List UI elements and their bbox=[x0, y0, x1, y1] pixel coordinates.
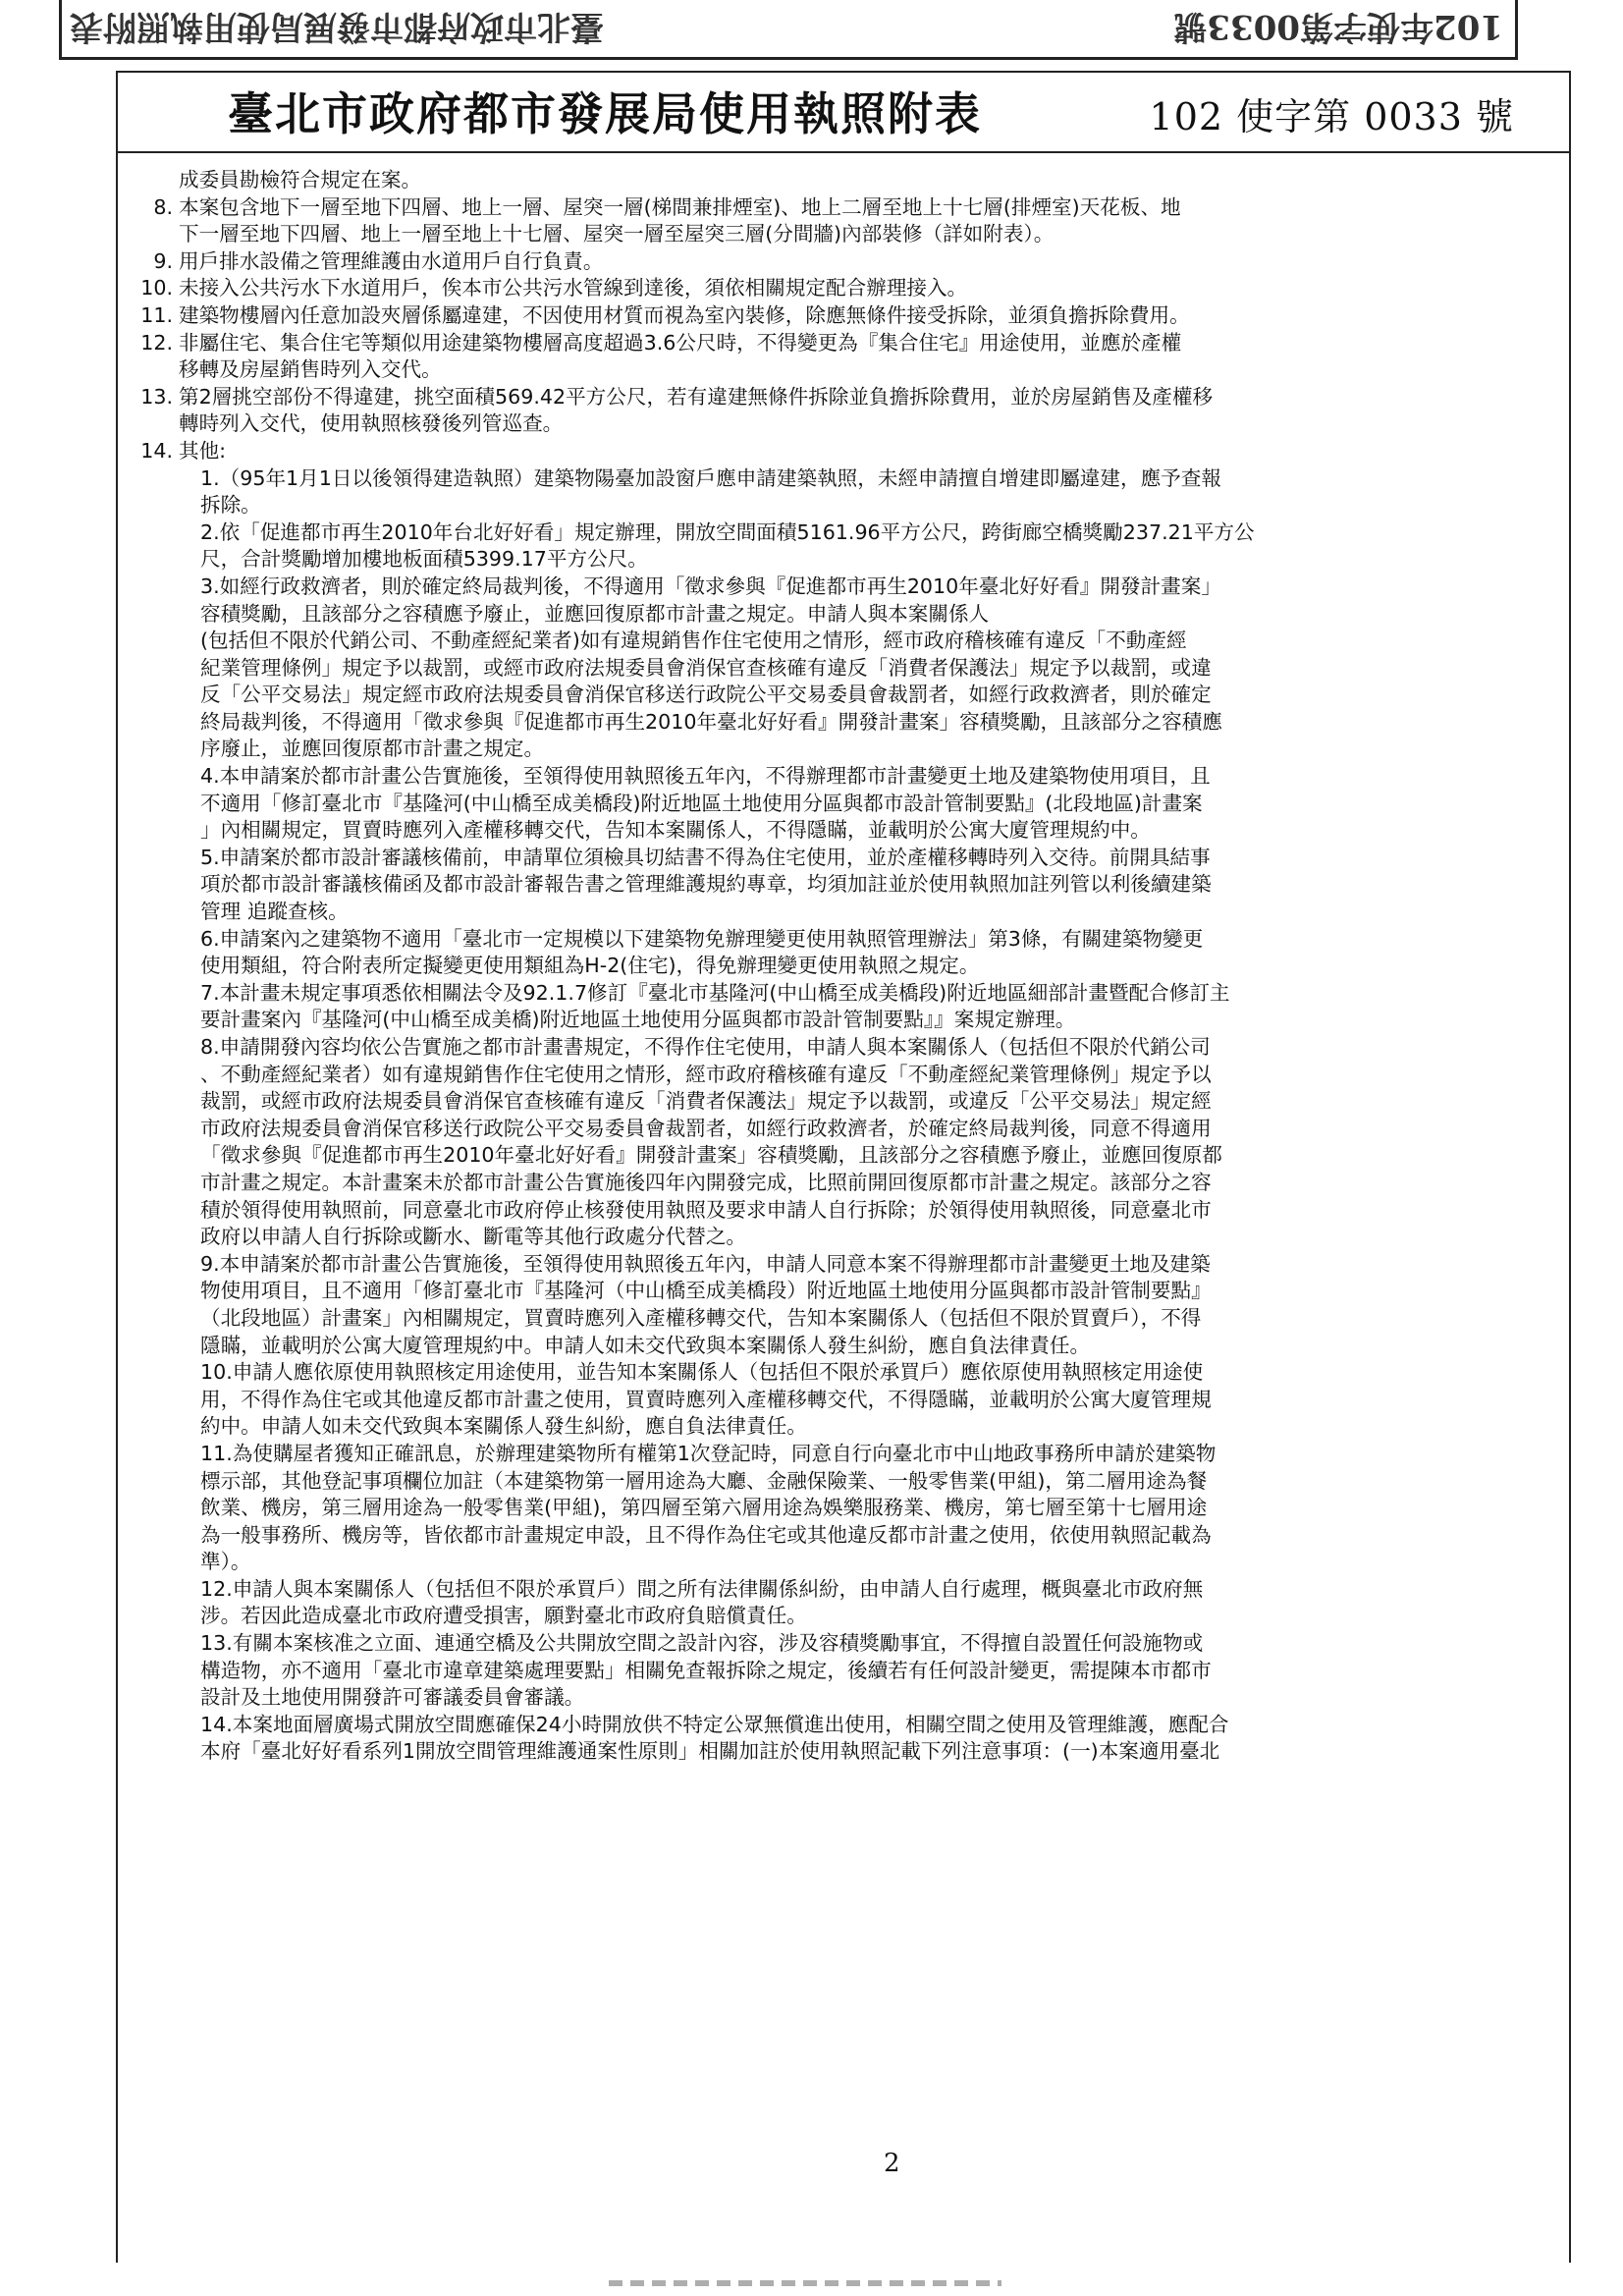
sub-item-line: 」內相關規定，買賣時應列入產權移轉交代，告知本案關係人，不得隱瞞，並載明於公寓大廈管理規約中。 bbox=[200, 818, 1151, 843]
sub-item-line: 「徵求參與『促進都市再生2010年臺北好好看』開發計畫案」容積獎勵，且該部分之容積應予廢止，並應回復原都 bbox=[200, 1143, 1222, 1168]
item-number: 12. bbox=[140, 330, 173, 355]
sub-item-line: 1.（95年1月1日以後領得建造執照）建築物陽臺加設窗戶應申請建築執照，未經申請擅自增建即屬違建，應予查報 bbox=[200, 465, 1221, 490]
sub-item-line: 拆除。 bbox=[200, 493, 261, 518]
sub-item-line: 構造物，亦不適用「臺北市違章建築處理要點」相關免查報拆除之規定，後續若有任何設計變更，需提陳本市都市 bbox=[200, 1658, 1212, 1682]
sub-item-line: 12.申請人與本案關係人（包括但不限於承買戶）間之所有法律關係糾紛，由申請人自行處理，概與臺北市政府無 bbox=[200, 1576, 1204, 1601]
sub-item-line: 裁罰，或經市政府法規委員會消保官查核確有違反「消費者保護法」規定予以裁罰，或違反「公平交易法」規定經 bbox=[200, 1089, 1212, 1114]
item-number: 9. bbox=[153, 248, 173, 273]
sub-item-line: 終局裁判後，不得適用「徵求參與『促進都市再生2010年臺北好好看』開發計畫案」容積獎勵，且該部分之容積應 bbox=[200, 709, 1222, 734]
sub-item-line: 為一般事務所、機房等，皆依都市計畫規定申設，且不得作為住宅或其他違反都市計畫之使用，依使用執照記載為 bbox=[200, 1522, 1212, 1547]
document-number: 102 使字第 0033 號 bbox=[1149, 95, 1514, 138]
sub-item-line: 標示部，其他登記事項欄位加註（本建築物第一層用途為大廳、金融保險業、一般零售業(甲組)，第二層用途為餐 bbox=[200, 1468, 1208, 1493]
item-number: 8. bbox=[153, 194, 173, 219]
sub-item-line: 序廢止，並應回復原都市計畫之規定。 bbox=[200, 737, 545, 761]
mirrored-header-text bbox=[70, 6, 1503, 54]
list-item bbox=[134, 248, 1547, 276]
sub-item-line: 紀業管理條例」規定予以裁罰，或經市政府法規委員會消保官查核確有違反「消費者保護法」規定予以裁罰，或違 bbox=[200, 655, 1212, 680]
sub-item-line: 積於領得使用執照前，同意臺北市政府停止核發使用執照及要求申請人自行拆除；於領得使用執照後，同意臺北市 bbox=[200, 1197, 1212, 1222]
item-continuation: 移轉及房屋銷售時列入交代。 bbox=[179, 357, 442, 382]
sub-items bbox=[134, 465, 1547, 1767]
sub-item-line: 涉。若因此造成臺北市政府遭受損害，願對臺北市政府負賠償責任。 bbox=[200, 1604, 807, 1628]
item-number: 11. bbox=[140, 302, 173, 327]
item-continuation: 轉時列入交代，使用執照核發後列管巡查。 bbox=[179, 411, 564, 436]
item-text: 建築物樓層內任意加設夾層係屬違建，不因使用材質而視為室內裝修，除應無條件接受拆除，並須負擔拆除費用。 bbox=[179, 302, 1190, 327]
sub-item-line: 13.有關本案核准之立面、連通空橋及公共開放空間之設計內容，涉及容積獎勵事宜，不得擅自設置任何設施物或 bbox=[200, 1631, 1204, 1656]
list-item bbox=[134, 330, 1547, 357]
sub-item-line: 用，不得作為住宅或其他違反都市計畫之使用，買賣時應列入產權移轉交代，不得隱瞞，並載明於公寓大廈管理規 bbox=[200, 1387, 1212, 1411]
item-number: 14. bbox=[140, 438, 173, 463]
sub-item-line: 8.申請開發內容均依公告實施之都市計畫書規定，不得作住宅使用，申請人與本案關係人（包括但不限於代銷公司 bbox=[200, 1035, 1211, 1059]
sub-item-line: 管理 追蹤查核。 bbox=[200, 900, 349, 924]
mirrored-left: 102年使字第0033號 bbox=[1173, 7, 1503, 46]
sub-item-line: （北段地區）計畫案」內相關規定，買賣時應列入產權移轉交代，告知本案關係人（包括但不限於買賣戶），不得 bbox=[200, 1305, 1202, 1330]
item-text: 其他: bbox=[179, 438, 227, 463]
sub-item-line: 政府以申請人自行拆除或斷水、斷電等其他行政處分代替之。 bbox=[200, 1225, 747, 1249]
mirrored-right: 臺北市政府都市發展局使用執照附表 bbox=[70, 7, 604, 46]
sub-item-line: 7.本計畫未規定事項悉依相關法令及92.1.7修訂『臺北市基隆河(中山橋至成美橋段)附近地區細部計畫暨配合修訂主 bbox=[200, 980, 1230, 1005]
sub-item-line: 物使用項目，且不適用「修訂臺北市『基隆河（中山橋至成美橋段）附近地區土地使用分區與都市設計管制要點』 bbox=[200, 1279, 1212, 1303]
sub-item-line: 3.如經行政救濟者，則於確定終局裁判後，不得適用「徵求參與『促進都市再生2010年臺北好好看』開發計畫案」 bbox=[200, 574, 1221, 598]
sub-item-line: (包括但不限於代銷公司、不動產經紀業者)如有違規銷售作住宅使用之情形，經市政府稽核確有違反「不動產經 bbox=[200, 629, 1187, 653]
sub-item-line: 本府「臺北好好看系列1開放空間管理維護通案性原則」相關加註於使用執照記載下列注意事項：(一)本案適用臺北 bbox=[200, 1739, 1220, 1764]
lead-line: 成委員勘檢符合規定在案。 bbox=[179, 168, 422, 191]
item-text: 本案包含地下一層至地下四層、地上一層、屋突一層(梯間兼排煙室)、地上二層至地上十七層(排煙室)天花板、地 bbox=[179, 194, 1181, 219]
top-strip bbox=[59, 0, 1518, 60]
title-row bbox=[118, 73, 1569, 153]
sub-item-line: 市政府法規委員會消保官移送行政院公平交易委員會裁罰者，如經行政救濟者，於確定終局裁判後，同意不得適用 bbox=[200, 1116, 1212, 1140]
sub-item-line: 11.為使購屋者獲知正確訊息，於辦理建築物所有權第1次登記時，同意自行向臺北市中山地政事務所申請於建築物 bbox=[200, 1441, 1217, 1465]
sub-item-line: 使用類組，符合附表所定擬變更使用類組為H-2(住宅)，得免辦理變更使用執照之規定。 bbox=[200, 954, 980, 978]
sub-item-line: 反「公平交易法」規定經市政府法規委員會消保官移送行政院公平交易委員會裁罰者，如經行政救濟者，則於確定 bbox=[200, 683, 1212, 707]
sub-item-line: 9.本申請案於都市計畫公告實施後，至領得使用執照後五年內，申請人同意本案不得辦理都市計畫變更土地及建築 bbox=[200, 1251, 1211, 1276]
item-text: 用戶排水設備之管理維護由水道用戶自行負責。 bbox=[179, 248, 604, 273]
sub-item-line: 14.本案地面層廣場式開放空間應確保24小時開放供不特定公眾無償進出使用，相關空間之使用及管理維護，應配合 bbox=[200, 1712, 1229, 1736]
list-item bbox=[134, 302, 1547, 330]
item-number: 10. bbox=[140, 276, 173, 301]
sub-item-line: 4.本申請案於都市計畫公告實施後，至領得使用執照後五年內，不得辦理都市計畫變更土地及建築物使用項目，且 bbox=[200, 764, 1211, 789]
sub-item-line: 飲業、機房，第三層用途為一般零售業(甲組)，第四層至第六層用途為娛樂服務業、機房，第七層至第十七層用途 bbox=[200, 1496, 1208, 1520]
item-number: 13. bbox=[140, 384, 173, 409]
list-item bbox=[134, 438, 1547, 465]
item-text: 未接入公共污水下水道用戶，俟本市公共污水管線到達後，須依相關規定配合辦理接入。 bbox=[179, 276, 968, 301]
list-item bbox=[134, 275, 1547, 302]
sub-item-line: 6.申請案內之建築物不適用「臺北市一定規模以下建築物免辦理變更使用執照管理辦法」第3條，有關建築物變更 bbox=[200, 926, 1204, 951]
document-frame bbox=[116, 71, 1571, 2263]
sub-item-line: 約中。申請人如未交代致與本案關係人發生糾紛，應自負法律責任。 bbox=[200, 1414, 807, 1439]
sub-item-line: 準）。 bbox=[200, 1550, 251, 1574]
sub-item-line: 不適用「修訂臺北市『基隆河(中山橋至成美橋段)附近地區土地使用分區與都市設計管制要點』(北段地區)計畫案 bbox=[200, 791, 1203, 815]
item-text: 非屬住宅、集合住宅等類似用途建築物樓層高度超過3.6公尺時，不得變更為『集合住宅』用途使用，並應於產權 bbox=[179, 330, 1182, 355]
sub-item-line: 項於都市設計審議核備函及都市設計審報告書之管理維護規約專章，均須加註並於使用執照加註列管以利後續建築 bbox=[200, 872, 1212, 897]
sub-item-line: 隱瞞，並載明於公寓大廈管理規約中。申請人如未交代致與本案關係人發生糾紛，應自負法律責任。 bbox=[200, 1333, 1091, 1357]
page-number: 2 bbox=[884, 2149, 900, 2178]
item-text: 第2層挑空部份不得違建，挑空面積569.42平方公尺，若有違建無條件拆除並負擔拆除費用，並於房屋銷售及產權移 bbox=[179, 384, 1214, 409]
sub-item-line: 2.依「促進都市再生2010年台北好好看」規定辦理，開放空間面積5161.96平方公尺，跨街廊空橋獎勵237.21平方公 bbox=[200, 519, 1255, 544]
sub-item-line: 、不動產經紀業者）如有違規銷售作住宅使用之情形，經市政府稽核確有違反「不動產經紀業管理條例」規定予以 bbox=[200, 1062, 1212, 1086]
sub-item-line: 要計畫案內『基隆河(中山橋至成美橋)附近地區土地使用分區與都市設計管制要點』』案規定辦理。 bbox=[200, 1008, 1076, 1032]
sub-item-line: 容積獎勵，且該部分之容積應予廢止，並應回復原都市計畫之規定。申請人與本案關係人 bbox=[200, 601, 990, 626]
sub-item-line: 10.申請人應依原使用執照核定用途使用，並告知本案關係人（包括但不限於承買戶）應依原使用執照核定用途使 bbox=[200, 1360, 1204, 1385]
sub-item-line: 5.申請案於都市設計審議核備前，申請單位須檢具切結書不得為住宅使用，並於產權移轉時列入交待。前開具結事 bbox=[200, 845, 1211, 869]
sub-item-line: 設計及土地使用開發許可審議委員會審議。 bbox=[200, 1685, 585, 1710]
item-continuation: 下一層至地下四層、地上一層至地上十七層、屋突一層至屋突三層(分間牆)內部裝修（詳如附表）。 bbox=[179, 222, 1055, 246]
sub-item-line: 尺，合計獎勵增加樓地板面積5399.17平方公尺。 bbox=[200, 547, 648, 572]
document-body bbox=[134, 167, 1547, 1766]
page-title: 臺北市政府都市發展局使用執照附表 bbox=[228, 87, 982, 140]
scan-artifact bbox=[609, 2280, 1001, 2286]
list-item bbox=[134, 194, 1547, 222]
numbered-items bbox=[134, 194, 1547, 465]
sub-item-line: 市計畫之規定。本計畫案未於都市計畫公告實施後四年內開發完成，比照前開回復原都市計畫之規定。該部分之容 bbox=[200, 1170, 1212, 1194]
list-item bbox=[134, 384, 1547, 411]
